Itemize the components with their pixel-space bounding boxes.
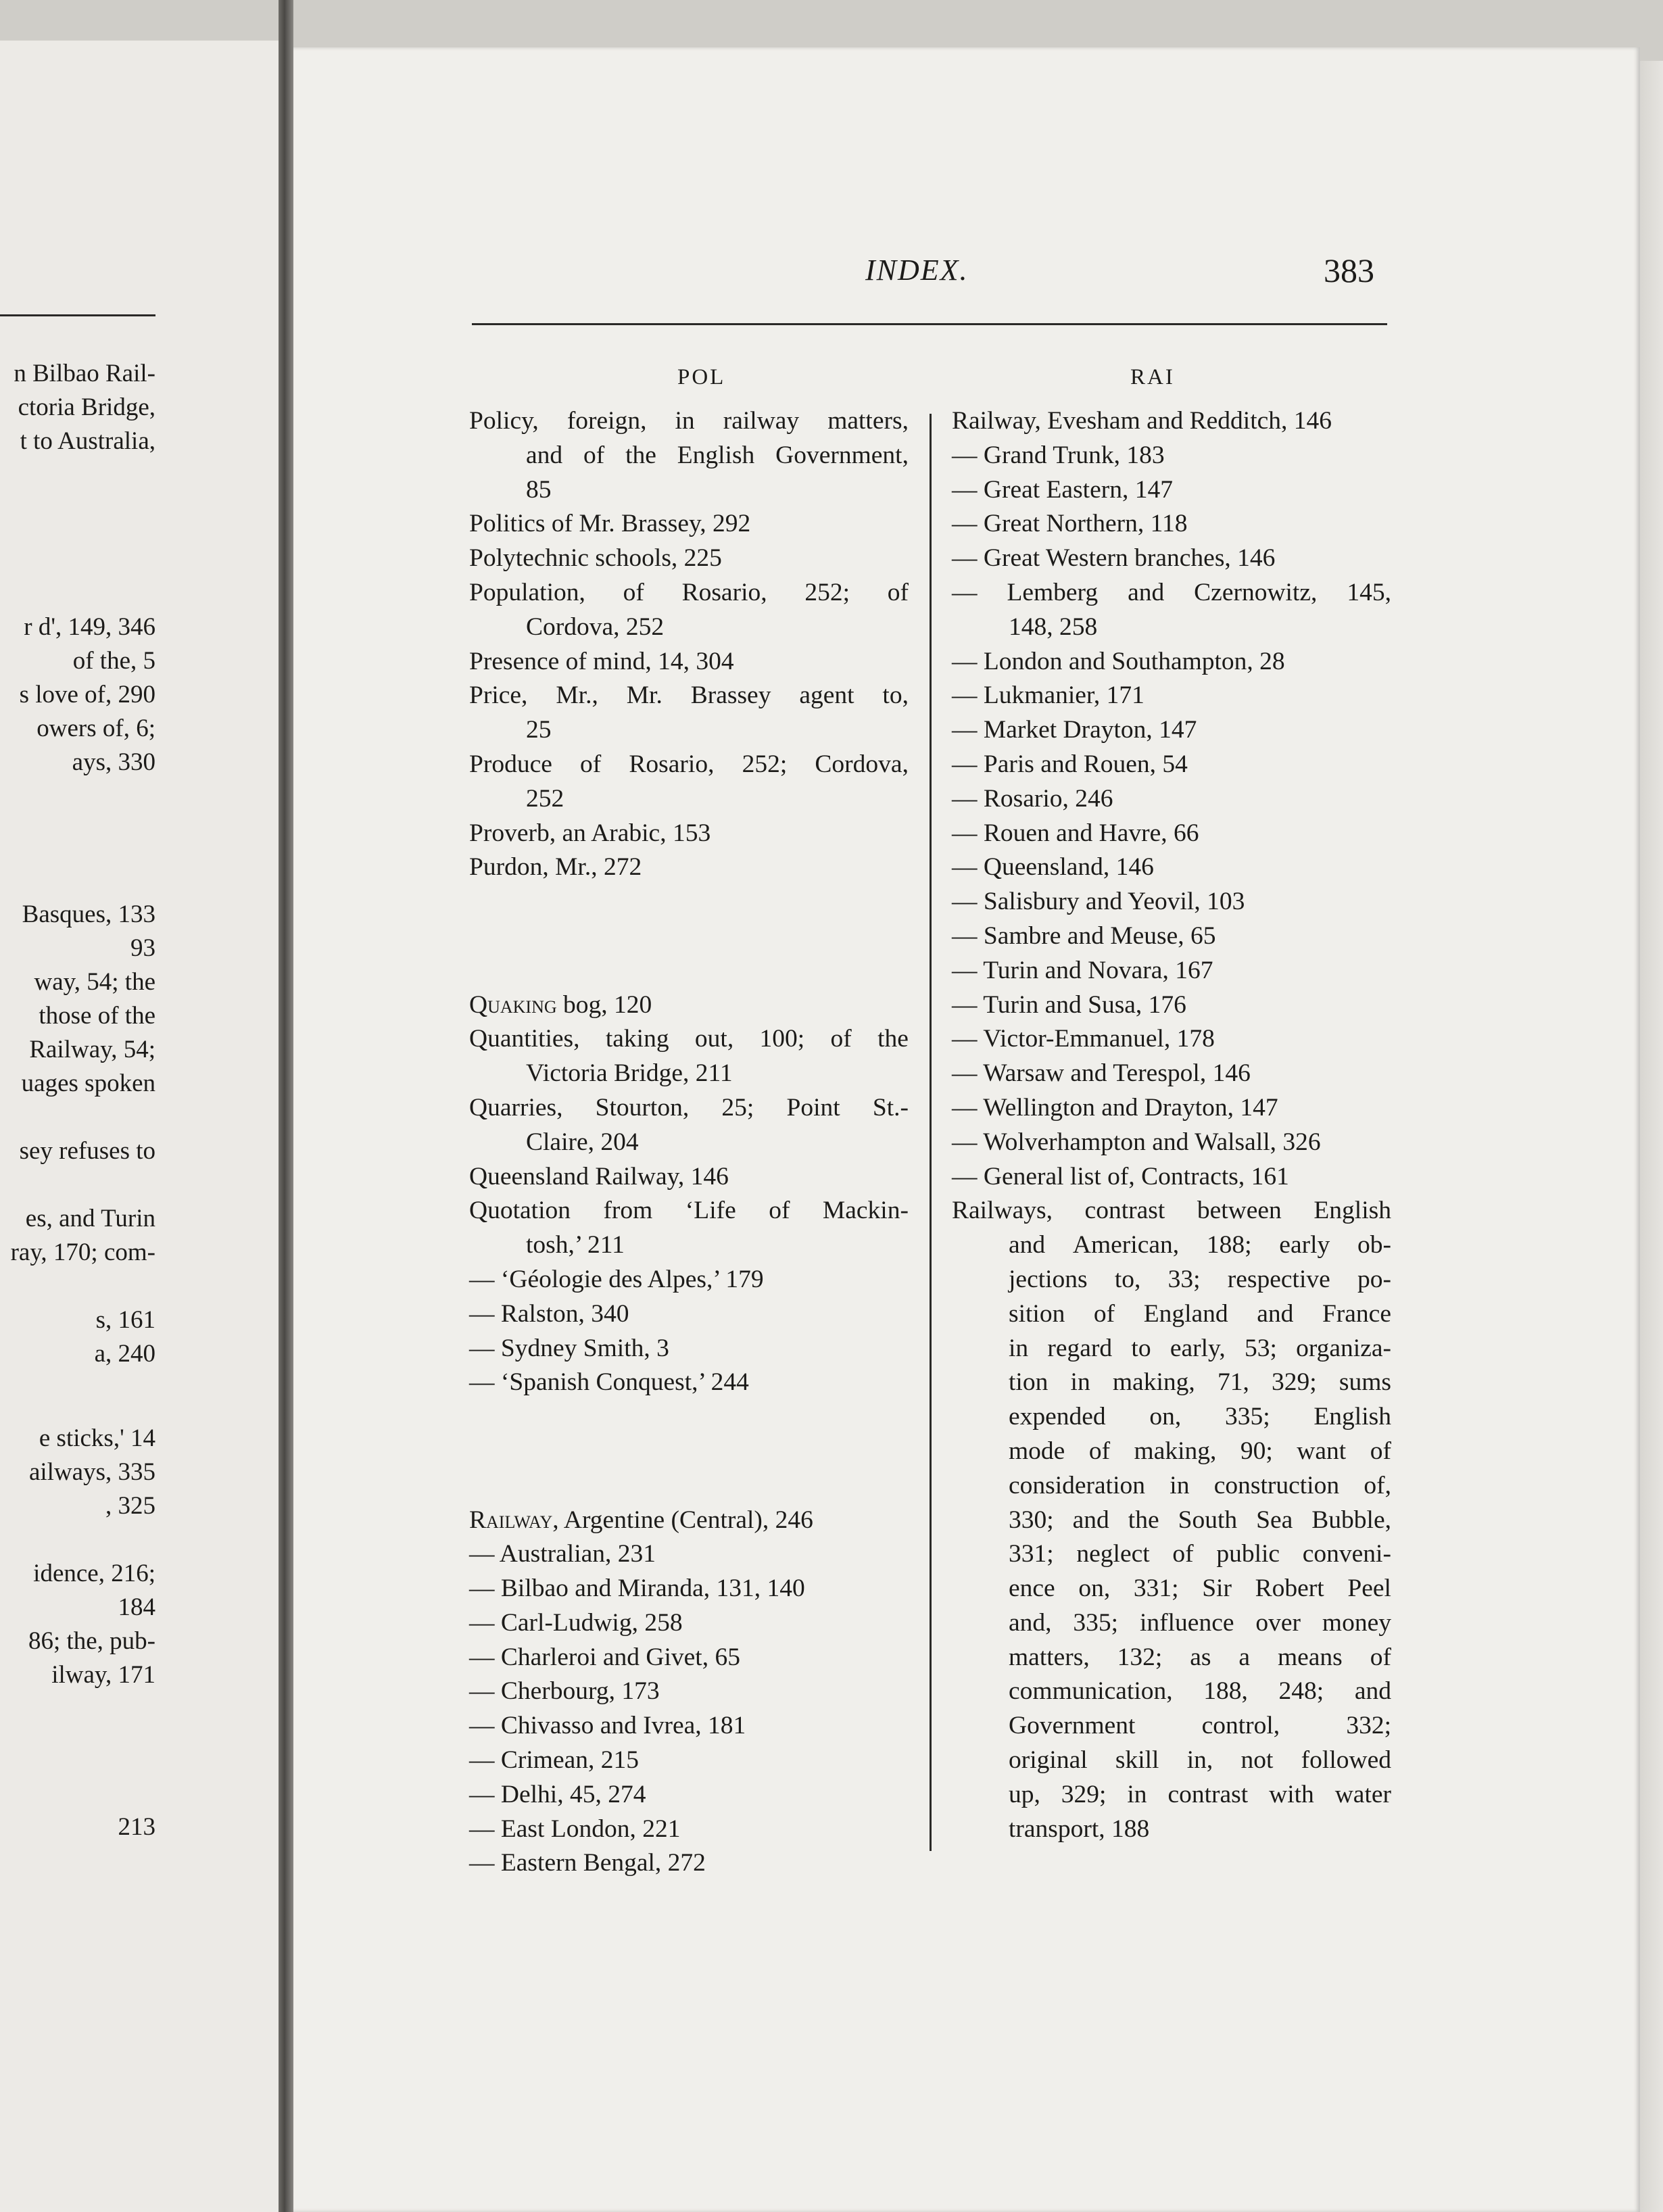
entry-text: sition of England and France	[1009, 1299, 1391, 1328]
entry-text: — Rouen and Havre, 66	[952, 819, 1199, 847]
running-title: INDEX.	[865, 254, 969, 287]
entry-text: — Salisbury and Yeovil, 103	[952, 888, 1245, 916]
entry-text: — Wellington and Drayton, 147	[952, 1093, 1278, 1122]
entry-text: — General list of, Contracts, 161	[952, 1162, 1289, 1191]
entry-text: — ‘Géologie des Alpes,’ 179	[469, 1265, 764, 1293]
index-entry	[952, 988, 1391, 1023]
index-entry	[469, 1778, 909, 1812]
index-entry-continuation	[952, 1709, 1391, 1744]
entry-text: — London and Southampton, 28	[952, 647, 1285, 675]
entry-text: Price, Mr., Mr. Brassey agent to,	[469, 681, 909, 710]
entry-text: — Crimean, 215	[469, 1746, 640, 1775]
index-entry-continuation	[952, 1778, 1391, 1812]
entry-text: — Turin and Novara, 167	[952, 956, 1213, 984]
entry-lead-word: Quaking	[469, 990, 557, 1019]
entry-text: — Lukmanier, 171	[952, 681, 1144, 710]
entry-text: — Grand Trunk, 183	[952, 441, 1165, 469]
right-index-column	[952, 404, 1391, 1846]
previous-page-line: 184	[118, 1593, 155, 1621]
index-entry	[469, 1022, 909, 1057]
entry-text: Proverb, an Arabic, 153	[469, 819, 711, 847]
index-entry	[952, 542, 1391, 576]
entry-text: — Sydney Smith, 3	[469, 1334, 669, 1362]
index-entry	[469, 1297, 909, 1332]
entry-lead-word: Railway	[469, 1506, 553, 1534]
entry-text: 252	[526, 784, 564, 813]
previous-page-line: of the, 5	[72, 647, 155, 675]
entry-text: in regard to early, 53; organiza-	[1009, 1334, 1391, 1362]
index-entry	[952, 748, 1391, 782]
entry-text: Policy, foreign, in railway matters,	[469, 407, 909, 435]
page-edge	[1640, 61, 1663, 2212]
index-entry	[952, 404, 1391, 439]
entry-text: — Wolverhampton and Walsall, 326	[952, 1128, 1321, 1156]
left-column-heading: POL	[677, 365, 726, 389]
previous-page-line: s love of, 290	[19, 681, 155, 708]
header-rule	[472, 323, 1387, 325]
entry-text: Railway, Evesham and Redditch, 146	[952, 407, 1332, 435]
previous-page-line: owers of, 6;	[37, 715, 155, 742]
index-entry-continuation	[469, 782, 909, 817]
entry-spacer	[469, 1469, 909, 1504]
previous-page-line: uages spoken	[21, 1069, 155, 1097]
entry-text: Claire, 204	[526, 1128, 639, 1156]
index-entry-continuation	[952, 1537, 1391, 1572]
index-entry	[952, 850, 1391, 885]
entry-text: — East London, 221	[469, 1814, 681, 1843]
previous-page-line: n Bilbao Rail-	[14, 360, 155, 387]
index-entry	[469, 748, 909, 782]
index-entry	[469, 645, 909, 679]
previous-page-line: es, and Turin	[25, 1205, 155, 1232]
entry-text: Produce of Rosario, 252; Cordova,	[469, 750, 909, 778]
entry-text: , Argentine (Central), 246	[552, 1506, 813, 1534]
index-entry	[952, 1126, 1391, 1160]
previous-page-line: ailways, 335	[28, 1458, 155, 1486]
column-divider	[930, 414, 932, 1851]
index-entry	[952, 439, 1391, 473]
previous-page-line: 93	[130, 934, 155, 962]
entry-text: — Eastern Bengal, 272	[469, 1849, 706, 1877]
previous-page-line: r d', 149, 346	[24, 613, 155, 641]
index-entry-continuation	[952, 1297, 1391, 1332]
entry-text: Government control, 332;	[1009, 1712, 1391, 1740]
previous-page-line: ctoria Bridge,	[18, 393, 155, 421]
entry-text: Quotation from ‘Life of Mackin-	[469, 1197, 909, 1225]
index-entry-continuation	[469, 1057, 909, 1091]
entry-spacer	[469, 885, 909, 919]
entry-spacer	[469, 919, 909, 954]
index-entry	[469, 1846, 909, 1881]
index-entry	[469, 576, 909, 610]
entry-text: — Rosario, 246	[952, 784, 1113, 813]
entry-text: Queensland Railway, 146	[469, 1162, 729, 1191]
index-entry	[952, 713, 1391, 748]
entry-text: — Lemberg and Czernowitz, 145,	[952, 578, 1391, 606]
index-entry	[952, 919, 1391, 954]
entry-text: — Ralston, 340	[469, 1299, 629, 1328]
entry-text: Population, of Rosario, 252; of	[469, 578, 909, 606]
index-entry	[469, 817, 909, 851]
right-column-heading: RAI	[1130, 365, 1175, 389]
entry-text: Polytechnic schools, 225	[469, 544, 722, 573]
index-entry	[952, 1160, 1391, 1195]
index-entry	[952, 507, 1391, 542]
entry-text: Railways, contrast between English	[952, 1197, 1391, 1225]
entry-text: Quarries, Stourton, 25; Point St.-	[469, 1093, 909, 1122]
index-entry	[952, 817, 1391, 851]
entry-text: — Great Northern, 118	[952, 510, 1188, 538]
previous-page-line: sey refuses to	[19, 1137, 155, 1165]
entry-text: — Carl-Ludwig, 258	[469, 1608, 683, 1637]
index-entry-continuation	[952, 1572, 1391, 1606]
previous-page-line: a, 240	[94, 1340, 155, 1368]
index-entry-continuation	[469, 1126, 909, 1160]
entry-text: — Paris and Rouen, 54	[952, 750, 1188, 778]
index-entry-continuation	[952, 610, 1391, 645]
index-entry	[469, 1160, 909, 1195]
index-entry-continuation	[952, 1744, 1391, 1778]
index-entry	[469, 1641, 909, 1675]
left-index-column	[469, 404, 909, 1881]
index-entry-continuation	[952, 1504, 1391, 1538]
entry-text: — Charleroi and Givet, 65	[469, 1643, 740, 1671]
entry-text: jections to, 33; respective po-	[1009, 1265, 1391, 1293]
entry-text: 331; neglect of public conveni-	[1009, 1540, 1391, 1568]
previous-page-line: Railway, 54;	[29, 1036, 155, 1063]
book-gutter	[279, 0, 293, 2212]
index-entry-continuation	[469, 439, 909, 473]
index-entry	[469, 1709, 909, 1744]
entry-text: Purdon, Mr., 272	[469, 853, 642, 882]
entry-text: — Sambre and Meuse, 65	[952, 921, 1216, 950]
previous-page-line: ays, 330	[72, 748, 155, 776]
index-entry	[469, 1263, 909, 1297]
entry-text: — Queensland, 146	[952, 853, 1154, 882]
previous-page-line: ilway, 171	[51, 1661, 155, 1689]
entry-text: and American, 188; early ob-	[1009, 1231, 1391, 1259]
index-entry	[469, 1091, 909, 1126]
index-entry-continuation	[952, 1332, 1391, 1366]
previous-page-line: 213	[118, 1813, 155, 1841]
index-entry	[469, 679, 909, 713]
entry-text: — Market Drayton, 147	[952, 716, 1197, 744]
previous-page-line: way, 54; the	[34, 968, 155, 996]
index-entry	[469, 542, 909, 576]
index-entry-continuation	[469, 610, 909, 645]
entry-text: up, 329; in contrast with water	[1009, 1780, 1391, 1808]
previous-page-line: 86; the, pub-	[28, 1627, 155, 1655]
entry-text: — ‘Spanish Conquest,’ 244	[469, 1368, 749, 1397]
entry-text: transport, 188	[1009, 1814, 1150, 1843]
index-entry-continuation	[952, 1228, 1391, 1263]
entry-text: original skill in, not followed	[1009, 1746, 1391, 1775]
index-entry	[469, 404, 909, 439]
entry-text: — Bilbao and Miranda, 131, 140	[469, 1574, 805, 1603]
entry-text: tosh,’ 211	[526, 1231, 625, 1259]
entry-text: matters, 132; as a means of	[1009, 1643, 1391, 1671]
entry-text: — Cherbourg, 173	[469, 1677, 660, 1706]
index-entry-continuation	[952, 1641, 1391, 1675]
index-entry	[469, 1504, 909, 1538]
entry-spacer	[469, 954, 909, 988]
entry-text: Politics of Mr. Brassey, 292	[469, 510, 751, 538]
entry-text: — Delhi, 45, 274	[469, 1780, 646, 1808]
entry-text: — Turin and Susa, 176	[952, 990, 1186, 1019]
entry-text: mode of making, 90; want of	[1009, 1437, 1391, 1465]
index-entry	[469, 1606, 909, 1641]
entry-text: — Victor-Emmanuel, 178	[952, 1025, 1215, 1053]
index-entry	[952, 679, 1391, 713]
previous-page-line: Basques, 133	[22, 900, 155, 928]
index-entry	[952, 1194, 1391, 1228]
entry-spacer	[469, 1435, 909, 1469]
index-entry	[469, 1812, 909, 1847]
index-entry-continuation	[952, 1812, 1391, 1847]
index-entry	[952, 1022, 1391, 1057]
index-entry-continuation	[952, 1469, 1391, 1504]
entry-text: — Great Western branches, 146	[952, 544, 1276, 573]
entry-text: consideration in construction of,	[1009, 1471, 1391, 1499]
previous-page-fragment	[0, 41, 279, 2212]
entry-text: communication, 188, 248; and	[1009, 1677, 1391, 1706]
index-entry	[952, 473, 1391, 508]
index-entry	[952, 885, 1391, 919]
entry-text: and, 335; influence over money	[1009, 1608, 1391, 1637]
index-entry	[469, 1366, 909, 1400]
entry-text: ence on, 331; Sir Robert Peel	[1009, 1574, 1391, 1603]
previous-page-line: those of the	[39, 1002, 155, 1030]
index-entry	[469, 1194, 909, 1228]
entry-text: Presence of mind, 14, 304	[469, 647, 734, 675]
index-entry-continuation	[469, 1228, 909, 1263]
entry-text: — Warsaw and Terespol, 146	[952, 1059, 1251, 1088]
entry-text: Quantities, taking out, 100; of the	[469, 1025, 909, 1053]
index-entry-continuation	[952, 1263, 1391, 1297]
page-number: 383	[1324, 251, 1374, 289]
entry-text: — Australian, 231	[469, 1540, 656, 1568]
index-entry	[952, 1091, 1391, 1126]
index-entry	[469, 988, 909, 1023]
index-entry	[952, 1057, 1391, 1091]
index-entry-continuation	[952, 1435, 1391, 1469]
entry-text: expended on, 335; English	[1009, 1403, 1391, 1431]
entry-text: — Great Eastern, 147	[952, 475, 1173, 504]
index-entry-continuation	[952, 1675, 1391, 1709]
previous-page-line: ray, 170; com-	[10, 1239, 155, 1266]
index-entry	[469, 1332, 909, 1366]
index-entry	[469, 1744, 909, 1778]
entry-text: 85	[526, 475, 552, 504]
previous-page-line: s, 161	[95, 1306, 155, 1334]
index-entry	[952, 954, 1391, 988]
entry-text: bog, 120	[556, 990, 652, 1019]
entry-text: Cordova, 252	[526, 612, 665, 641]
index-entry-continuation	[469, 473, 909, 508]
index-entry	[469, 1572, 909, 1606]
index-entry-continuation	[469, 713, 909, 748]
entry-text: and of the English Government,	[526, 441, 909, 469]
index-entry	[952, 576, 1391, 610]
index-entry	[469, 507, 909, 542]
entry-text: — Chivasso and Ivrea, 181	[469, 1712, 746, 1740]
entry-text: 148, 258	[1009, 612, 1098, 641]
entry-text: 330; and the South Sea Bubble,	[1009, 1506, 1391, 1534]
index-entry-continuation	[952, 1606, 1391, 1641]
previous-page-line: , 325	[105, 1492, 155, 1520]
index-entry-continuation	[952, 1366, 1391, 1400]
index-entry	[952, 782, 1391, 817]
index-entry	[469, 850, 909, 885]
entry-text: 25	[526, 716, 552, 744]
entry-spacer	[469, 1400, 909, 1435]
previous-page-line: e sticks,' 14	[39, 1424, 155, 1452]
previous-page-text	[0, 41, 155, 2212]
previous-page-line: idence, 216;	[33, 1560, 155, 1587]
index-entry	[952, 645, 1391, 679]
previous-page-line: t to Australia,	[20, 427, 155, 455]
index-entry	[469, 1537, 909, 1572]
index-entry	[469, 1675, 909, 1709]
index-entry-continuation	[952, 1400, 1391, 1435]
entry-text: Victoria Bridge, 211	[526, 1059, 733, 1088]
entry-text: tion in making, 71, 329; sums	[1009, 1368, 1391, 1397]
